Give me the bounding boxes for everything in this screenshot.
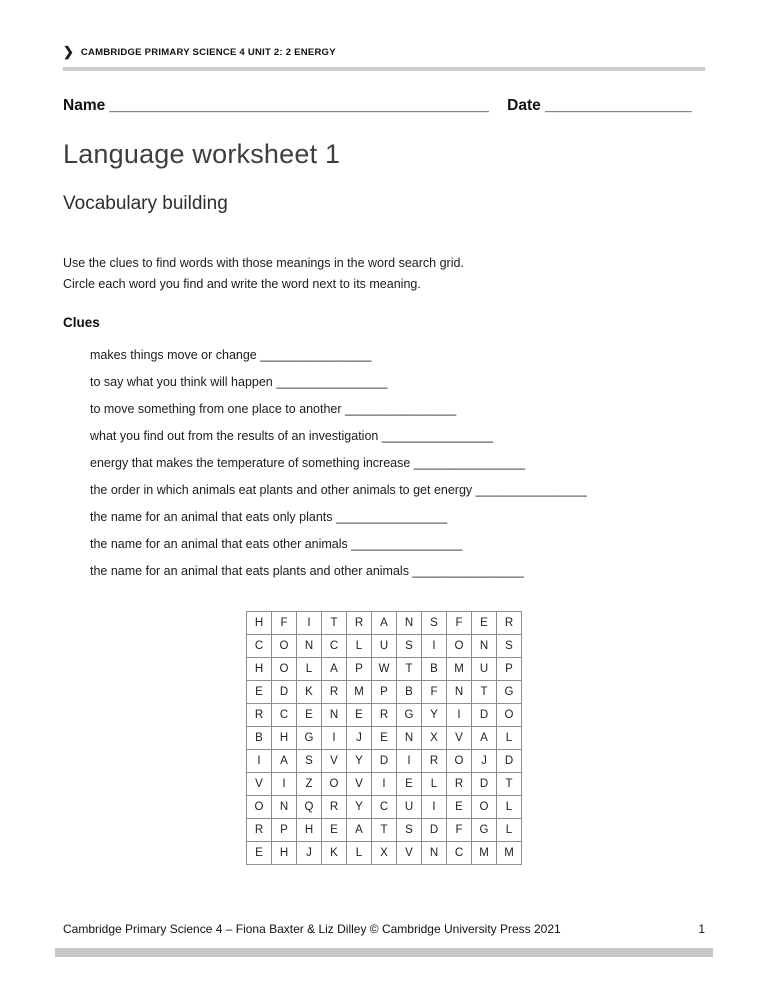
wordsearch-cell: N [297, 635, 322, 658]
wordsearch-cell: F [422, 681, 447, 704]
wordsearch-cell: H [272, 727, 297, 750]
wordsearch-cell: N [397, 727, 422, 750]
wordsearch-cell: D [472, 704, 497, 727]
wordsearch-cell: U [372, 635, 397, 658]
wordsearch-cell: E [472, 612, 497, 635]
date-label: Date [507, 97, 541, 114]
wordsearch-grid [246, 611, 522, 865]
wordsearch-cell: S [297, 750, 322, 773]
date-blank-line: _________________ [545, 97, 692, 114]
wordsearch-cell: I [422, 635, 447, 658]
wordsearch-cell: A [322, 658, 347, 681]
wordsearch-cell: N [422, 842, 447, 865]
wordsearch-cell: T [497, 773, 522, 796]
wordsearch-cell: O [497, 704, 522, 727]
wordsearch-cell: I [247, 750, 272, 773]
wordsearch-cell: O [447, 635, 472, 658]
wordsearch-cell: H [247, 658, 272, 681]
clue-item: energy that makes the temperature of something increase ________________ [90, 456, 526, 470]
wordsearch-cell: F [447, 819, 472, 842]
wordsearch-cell: E [372, 727, 397, 750]
wordsearch-cell: R [322, 796, 347, 819]
wordsearch-row [247, 635, 522, 658]
wordsearch-cell: V [247, 773, 272, 796]
wordsearch-cell: S [397, 635, 422, 658]
wordsearch-cell: M [447, 658, 472, 681]
wordsearch-cell: R [372, 704, 397, 727]
wordsearch-cell: A [372, 612, 397, 635]
wordsearch-row [247, 773, 522, 796]
document-footer [63, 922, 705, 936]
wordsearch-cell: N [447, 681, 472, 704]
wordsearch-cell: L [422, 773, 447, 796]
wordsearch-cell: V [397, 842, 422, 865]
wordsearch-cell: R [322, 681, 347, 704]
wordsearch-cell: L [297, 658, 322, 681]
instructions-line-1: Use the clues to find words with those meanings in the word search grid. [63, 256, 464, 270]
wordsearch-cell: O [272, 658, 297, 681]
wordsearch-cell: P [272, 819, 297, 842]
clue-item: the order in which animals eat plants and other animals to get energy ________________ [90, 483, 587, 497]
wordsearch-cell: T [472, 681, 497, 704]
wordsearch-cell: B [397, 681, 422, 704]
wordsearch-cell: M [472, 842, 497, 865]
wordsearch-cell: M [497, 842, 522, 865]
wordsearch-cell: N [472, 635, 497, 658]
wordsearch-cell: M [347, 681, 372, 704]
wordsearch-row [247, 819, 522, 842]
wordsearch-row [247, 750, 522, 773]
wordsearch-cell: Y [347, 796, 372, 819]
wordsearch-cell: N [322, 704, 347, 727]
clues-heading: Clues [63, 315, 100, 330]
wordsearch-cell: G [472, 819, 497, 842]
wordsearch-cell: J [472, 750, 497, 773]
wordsearch-cell: G [497, 681, 522, 704]
wordsearch-cell: Z [297, 773, 322, 796]
wordsearch-cell: E [322, 819, 347, 842]
wordsearch-cell: B [422, 658, 447, 681]
name-label: Name [63, 97, 106, 114]
wordsearch-cell: K [322, 842, 347, 865]
wordsearch-cell: J [347, 727, 372, 750]
wordsearch-cell: F [272, 612, 297, 635]
wordsearch-cell: P [372, 681, 397, 704]
clue-item: the name for an animal that eats plants and other animals ________________ [90, 564, 524, 578]
wordsearch-cell: Q [297, 796, 322, 819]
wordsearch-cell: V [322, 750, 347, 773]
clue-item: to say what you think will happen ________________ [90, 375, 388, 389]
wordsearch-cell: D [272, 681, 297, 704]
chevron-icon: ❯ [63, 44, 74, 59]
wordsearch-cell: E [397, 773, 422, 796]
wordsearch-cell: R [347, 612, 372, 635]
wordsearch-cell: C [247, 635, 272, 658]
wordsearch-cell: P [347, 658, 372, 681]
wordsearch-cell: H [247, 612, 272, 635]
wordsearch-cell: S [397, 819, 422, 842]
wordsearch-row [247, 612, 522, 635]
wordsearch-cell: O [447, 750, 472, 773]
wordsearch-cell: S [422, 612, 447, 635]
worksheet-subtitle: Vocabulary building [63, 193, 228, 214]
wordsearch-cell: X [422, 727, 447, 750]
wordsearch-cell: R [422, 750, 447, 773]
clue-item: to move something from one place to another ________________ [90, 402, 457, 416]
wordsearch-cell: U [472, 658, 497, 681]
wordsearch-cell: G [297, 727, 322, 750]
header-divider [63, 67, 705, 71]
wordsearch-cell: E [247, 842, 272, 865]
wordsearch-cell: O [322, 773, 347, 796]
clue-item: what you find out from the results of an investigation ________________ [90, 429, 494, 443]
wordsearch-cell: E [347, 704, 372, 727]
instructions-text [63, 253, 705, 295]
footer-page-number: 1 [698, 922, 705, 936]
wordsearch-cell: T [322, 612, 347, 635]
wordsearch-cell: I [422, 796, 447, 819]
wordsearch-cell: N [397, 612, 422, 635]
wordsearch-cell: I [372, 773, 397, 796]
wordsearch-cell: R [247, 819, 272, 842]
wordsearch-cell: T [397, 658, 422, 681]
clues-list [90, 342, 705, 585]
wordsearch-cell: F [447, 612, 472, 635]
instructions-line-2: Circle each word you find and write the word next to its meaning. [63, 277, 421, 291]
clue-item: the name for an animal that eats only plants ________________ [90, 510, 448, 524]
name-blank-line: ____________________________________________ [109, 97, 489, 114]
wordsearch-cell: C [322, 635, 347, 658]
wordsearch-cell: A [472, 727, 497, 750]
wordsearch-cell: I [397, 750, 422, 773]
wordsearch-cell: L [497, 727, 522, 750]
wordsearch-cell: U [397, 796, 422, 819]
wordsearch-cell: O [472, 796, 497, 819]
wordsearch-cell: R [497, 612, 522, 635]
wordsearch-cell: H [272, 842, 297, 865]
wordsearch-cell: L [497, 796, 522, 819]
wordsearch-cell: H [297, 819, 322, 842]
wordsearch-cell: C [272, 704, 297, 727]
wordsearch-cell: I [297, 612, 322, 635]
wordsearch-cell: L [347, 842, 372, 865]
wordsearch-cell: Y [422, 704, 447, 727]
clue-item: makes things move or change ________________ [90, 348, 372, 362]
header-title: CAMBRIDGE PRIMARY SCIENCE 4 UNIT 2: 2 ENERGY [80, 47, 336, 58]
wordsearch-row [247, 658, 522, 681]
wordsearch-cell: S [497, 635, 522, 658]
wordsearch-cell: R [447, 773, 472, 796]
document-header [0, 0, 768, 59]
wordsearch-cell: L [347, 635, 372, 658]
clue-item: the name for an animal that eats other animals ________________ [90, 537, 463, 551]
wordsearch-container [0, 611, 768, 865]
wordsearch-cell: D [422, 819, 447, 842]
wordsearch-cell: A [272, 750, 297, 773]
wordsearch-cell: R [247, 704, 272, 727]
wordsearch-row [247, 704, 522, 727]
wordsearch-cell: I [272, 773, 297, 796]
wordsearch-cell: T [372, 819, 397, 842]
footer-bar [55, 948, 713, 957]
wordsearch-cell: K [297, 681, 322, 704]
wordsearch-cell: B [247, 727, 272, 750]
wordsearch-cell: E [447, 796, 472, 819]
wordsearch-cell: I [447, 704, 472, 727]
wordsearch-cell: Y [347, 750, 372, 773]
wordsearch-cell: D [472, 773, 497, 796]
wordsearch-cell: X [372, 842, 397, 865]
wordsearch-cell: E [297, 704, 322, 727]
wordsearch-cell: D [372, 750, 397, 773]
wordsearch-cell: N [272, 796, 297, 819]
wordsearch-cell: J [297, 842, 322, 865]
wordsearch-cell: C [372, 796, 397, 819]
footer-credit: Cambridge Primary Science 4 – Fiona Baxter & Liz Dilley © Cambridge University Press 2021 [63, 922, 561, 936]
wordsearch-cell: D [497, 750, 522, 773]
wordsearch-row [247, 727, 522, 750]
name-date-row [63, 97, 705, 115]
wordsearch-cell: I [322, 727, 347, 750]
wordsearch-cell: A [347, 819, 372, 842]
wordsearch-row [247, 842, 522, 865]
wordsearch-cell: C [447, 842, 472, 865]
wordsearch-cell: E [247, 681, 272, 704]
wordsearch-cell: P [497, 658, 522, 681]
wordsearch-row [247, 796, 522, 819]
wordsearch-cell: O [272, 635, 297, 658]
wordsearch-cell: G [397, 704, 422, 727]
worksheet-title: Language worksheet 1 [63, 139, 341, 169]
wordsearch-cell: V [347, 773, 372, 796]
wordsearch-cell: W [372, 658, 397, 681]
wordsearch-cell: O [247, 796, 272, 819]
wordsearch-row [247, 681, 522, 704]
wordsearch-cell: L [497, 819, 522, 842]
wordsearch-cell: V [447, 727, 472, 750]
